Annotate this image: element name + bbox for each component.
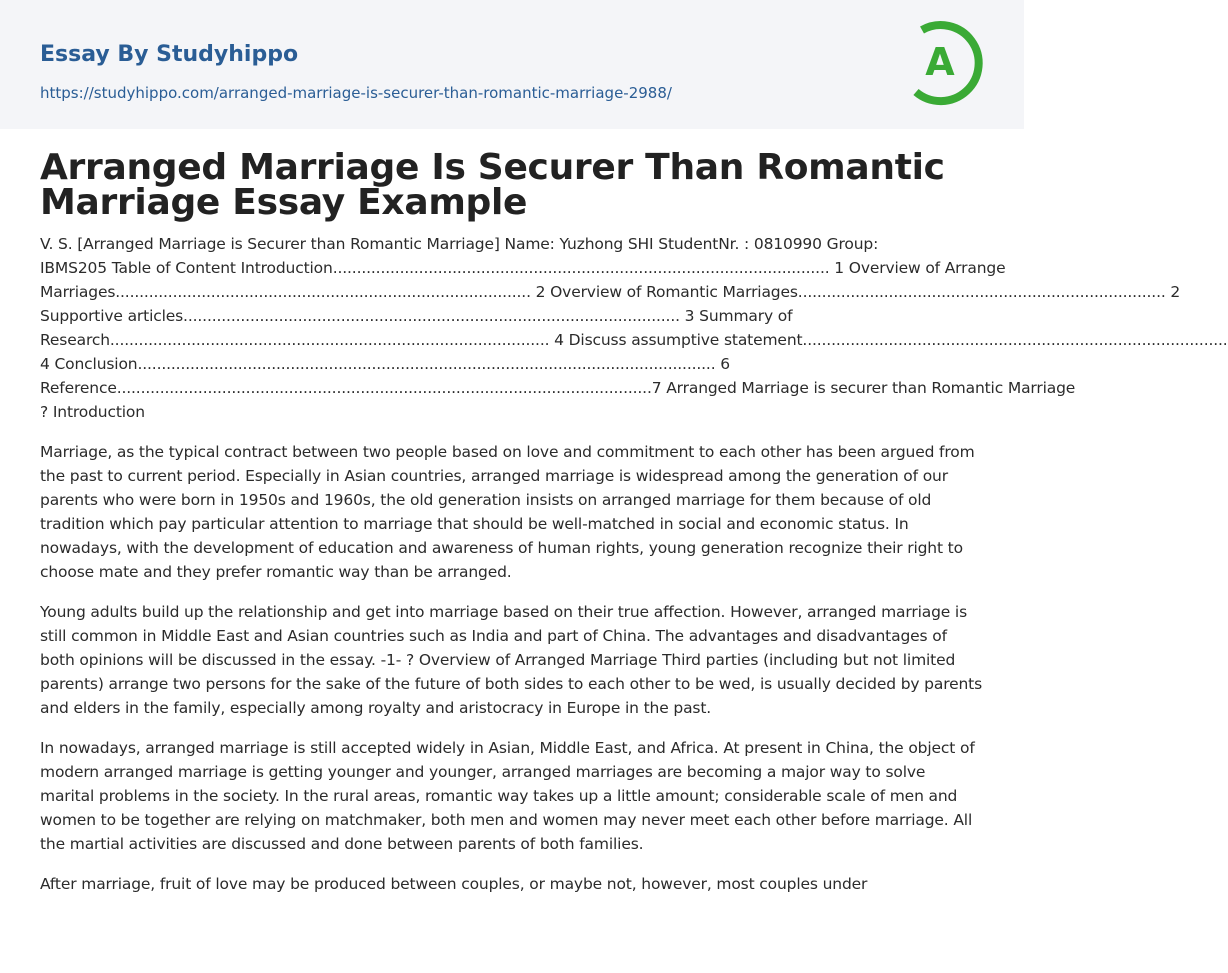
essay-paragraph: Young adults build up the relationship and get into marriage based on their true affection. However, arranged marriage is still common in Middle East and Asian countries such as India and part of China. The advantages and disadvantages of both opinions will be discussed in the essay. -1- ? Overview of Arranged Marriage Third parties (including but not limited parents) arrange two persons for the sake of the future of both sides to each other to be wed, is usually decided by parents and elders in the family, especially among royalty and aristocracy in Europe in the past. — [40, 603, 983, 717]
intro-line: Research............................................................................................ 4 Discuss assumptive statement......................................................................................... — [40, 331, 1228, 349]
studyhippo-logo-icon[interactable] — [898, 18, 986, 106]
essay-url-link[interactable]: https://studyhippo.com/arranged-marriage-is-securer-than-romantic-marriage-2988/ — [40, 84, 672, 102]
essay-paragraph: In nowadays, arranged marriage is still accepted widely in Asian, Middle East, and Africa. At present in China, the object of modern arranged marriage is getting younger and younger, arranged marriages are becoming a major way to solve marital problems in the society. In the rural areas, romantic way takes up a little amount; considerable scale of men and women to be together are relying on matchmaker, both men and women may never meet each other before marriage. All the martial activities are discussed and done between parents of both families. — [40, 739, 975, 853]
essay-title: Arranged Marriage Is Securer Than Romantic Marriage Essay Example — [40, 147, 945, 223]
essay-paragraph: Marriage, as the typical contract between two people based on love and commitment to each other has been argued from the past to current period. Especially in Asian countries, arranged marriage is widespread among the generation of our parents who were born in 1950s and 1960s, the old generation insists on arranged marriage for them because of old tradition which pay particular attention to marriage that should be well-matched in social and economic status. In nowadays, with the development of education and awareness of human rights, young generation recognize their right to choose mate and they prefer romantic way than be arranged. — [40, 443, 975, 581]
site-brand[interactable]: Essay By Studyhippo — [40, 42, 299, 67]
essay-content — [0, 147, 1228, 896]
essay-intro-toc — [40, 232, 1228, 424]
intro-line: Supportive articles........................................................................................................ 3 Summary of — [40, 307, 793, 325]
intro-line: ? Introduction — [40, 403, 145, 421]
intro-line: IBMS205 Table of Content Introduction........................................................................................................ 1 Overview of Arrange — [40, 259, 1006, 277]
site-header — [0, 0, 1024, 129]
intro-line: Marriages....................................................................................... 2 Overview of Romantic Marriages............................................................................. 2 — [40, 283, 1181, 301]
intro-line: V. S. [Arranged Marriage is Securer than Romantic Marriage] Name: Yuzhong SHI StudentNr. : 0810990 Group: — [40, 235, 879, 253]
essay-paragraph: After marriage, fruit of love may be produced between couples, or maybe not, however, most couples under — [40, 875, 868, 893]
logo-letter: A — [925, 40, 955, 84]
intro-line: Reference................................................................................................................7 Arranged Marriage is securer than Romantic Marriage — [40, 379, 1076, 397]
intro-line: 4 Conclusion......................................................................................................................... 6 — [40, 355, 730, 373]
